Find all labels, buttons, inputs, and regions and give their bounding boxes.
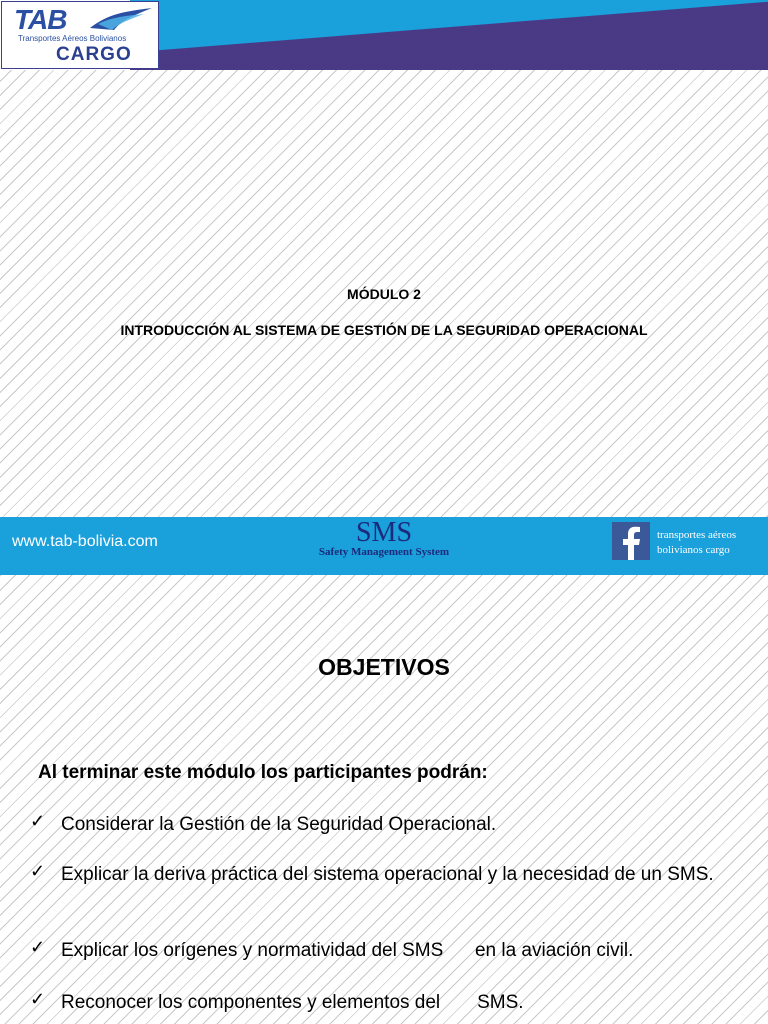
list-item-text: Considerar la Gestión de la Seguridad Operacional. <box>61 814 497 835</box>
logo-subtitle: Transportes Aéreos Bolivianos <box>18 34 127 43</box>
checkmark-icon: ✓ <box>30 937 46 957</box>
objectives-intro: Al terminar este módulo los participantes podrán: <box>38 762 488 783</box>
facebook-icon[interactable] <box>612 522 650 560</box>
sms-title: SMS <box>355 517 413 548</box>
bird-icon <box>88 6 154 34</box>
checkmark-icon: ✓ <box>30 861 46 881</box>
website-link[interactable]: www.tab-bolivia.com <box>12 533 158 550</box>
tab-cargo-logo <box>1 1 159 69</box>
checkmark-icon: ✓ <box>30 989 46 1009</box>
facebook-page-name: transportes aéreos bolivianos cargo <box>657 529 737 556</box>
footer-bar <box>0 517 768 575</box>
module-label: MÓDULO 2 <box>347 286 421 302</box>
list-item-text: Explicar los orígenes y normatividad del SMS en la aviación civil. <box>61 940 634 961</box>
checkmark-icon: ✓ <box>30 811 46 831</box>
sms-subtitle: Safety Management System <box>318 546 450 558</box>
logo-tab-text: TAB <box>14 4 67 35</box>
list-item-text: Explicar la deriva práctica del sistema operacional y la necesidad de un SMS. <box>61 864 714 885</box>
list-item-text: Reconocer los componentes y elementos del SMS. <box>61 992 524 1013</box>
module-title: INTRODUCCIÓN AL SISTEMA DE GESTIÓN DE LA SEGURIDAD OPERACIONAL <box>120 322 648 338</box>
header-banner <box>0 0 768 70</box>
logo-cargo-text: CARGO <box>56 44 132 65</box>
objectives-heading: OBJETIVOS <box>318 654 450 680</box>
